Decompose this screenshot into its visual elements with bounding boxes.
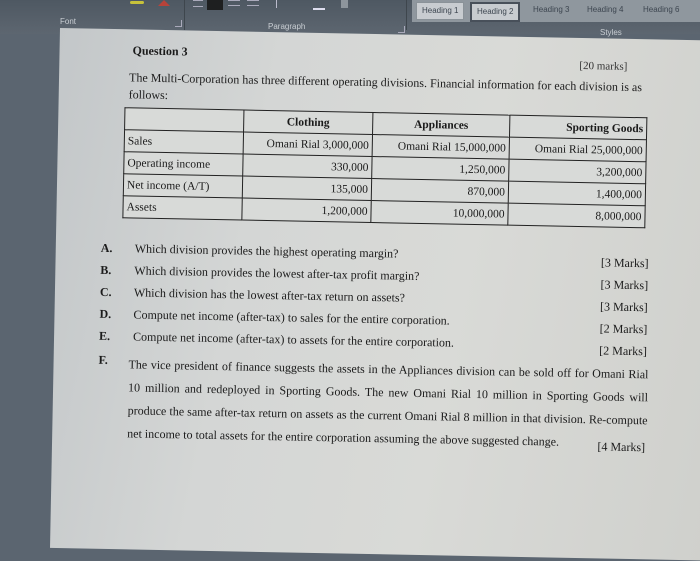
style-heading-4[interactable]: Heading 4 [587, 5, 624, 14]
ribbon-separator [406, 0, 407, 30]
question-letter: E. [98, 328, 111, 344]
document-page[interactable] [50, 28, 700, 561]
sort-icon[interactable] [276, 0, 287, 8]
question-text: Which division provides the highest operating margin? [134, 241, 399, 261]
question-letter: B. [100, 262, 112, 278]
cell-clothing: 1,200,000 [242, 198, 371, 222]
style-heading-1[interactable]: Heading 1 [416, 2, 464, 20]
question-text: The vice president of finance suggests the assets in the Appliances division can be sold off for Omani Rial 10 million and redeployed in Sporting Goods. The new Omani Rial 10 million in Sporting Goods will produce the same after-tax return on assets as the current Omani Rial 8 million in that division. Re-compute net income to total assets for the entire corporation assuming the above suggested change. [127, 357, 649, 449]
table-header-appliances: Appliances [373, 113, 510, 138]
align-left-icon[interactable] [193, 0, 203, 7]
question-marks: [3 Marks] [600, 277, 649, 293]
row-label: Net income (A/T) [123, 174, 242, 198]
borders-icon[interactable] [341, 0, 348, 8]
font-color-icon[interactable] [158, 0, 170, 10]
cell-appliances: 870,000 [371, 179, 508, 204]
line-spacing-icon[interactable] [228, 0, 240, 6]
financial-table [122, 107, 647, 228]
cell-sporting: 8,000,000 [508, 203, 645, 228]
cell-clothing: Omani Rial 3,000,000 [243, 132, 372, 156]
row-label: Assets [123, 196, 242, 220]
cell-sporting: Omani Rial 25,000,000 [509, 137, 646, 162]
style-heading-3[interactable]: Heading 3 [533, 5, 570, 14]
question-marks: [4 Marks] [597, 439, 646, 455]
shading-icon[interactable] [313, 0, 325, 10]
ribbon-group-paragraph: Paragraph [268, 22, 306, 31]
cell-clothing: 330,000 [243, 154, 372, 178]
question-letter: A. [100, 240, 113, 256]
justify-icon[interactable] [207, 0, 223, 10]
total-marks: [20 marks] [579, 59, 628, 73]
style-heading-2[interactable]: Heading 2 [470, 2, 520, 22]
ribbon-separator [184, 0, 185, 30]
question-marks: [2 Marks] [599, 343, 648, 359]
font-dialog-launcher-icon[interactable] [175, 20, 182, 27]
question-f [97, 353, 647, 456]
question-marks: [2 Marks] [599, 321, 648, 337]
styles-gallery [412, 0, 700, 22]
row-label: Sales [124, 130, 243, 154]
bullets-icon[interactable] [247, 0, 259, 6]
question-marks: [3 Marks] [600, 255, 649, 271]
cell-sporting: 1,400,000 [508, 181, 645, 206]
question-text: Which division has the lowest after-tax return on assets? [133, 285, 406, 305]
intro-paragraph: The Multi-Corporation has three different operating divisions. Financial information for each division is as follows: [128, 70, 643, 103]
question-letter: F. [98, 352, 109, 367]
question-letter: D. [99, 306, 112, 322]
cell-sporting: 3,200,000 [509, 159, 646, 184]
question-letter: C. [99, 284, 112, 300]
question-text: Which division provides the lowest after-tax profit margin? [134, 263, 420, 283]
cell-appliances: 1,250,000 [372, 157, 509, 182]
paragraph-dialog-launcher-icon[interactable] [398, 26, 405, 33]
table-header-sporting-goods: Sporting Goods [509, 115, 646, 140]
question-text: Compute net income (after-tax) to assets for the entire corporation. [132, 329, 455, 350]
question-list [97, 241, 649, 455]
table-header-clothing: Clothing [244, 110, 373, 134]
ribbon-group-font: Font [60, 17, 77, 26]
row-label: Operating income [124, 152, 243, 176]
question-text: Compute net income (after-tax) to sales for the entire corporation. [133, 307, 450, 328]
cell-clothing: 135,000 [242, 176, 371, 200]
cell-appliances: Omani Rial 15,000,000 [372, 135, 509, 160]
question-marks: [3 Marks] [599, 299, 648, 315]
table-header-empty [125, 108, 244, 132]
style-heading-6[interactable]: Heading 6 [643, 5, 680, 14]
text-highlight-icon[interactable] [130, 0, 144, 10]
ribbon-group-styles: Styles [600, 28, 622, 37]
question-title: Question 3 [132, 43, 188, 59]
cell-appliances: 10,000,000 [371, 201, 508, 226]
